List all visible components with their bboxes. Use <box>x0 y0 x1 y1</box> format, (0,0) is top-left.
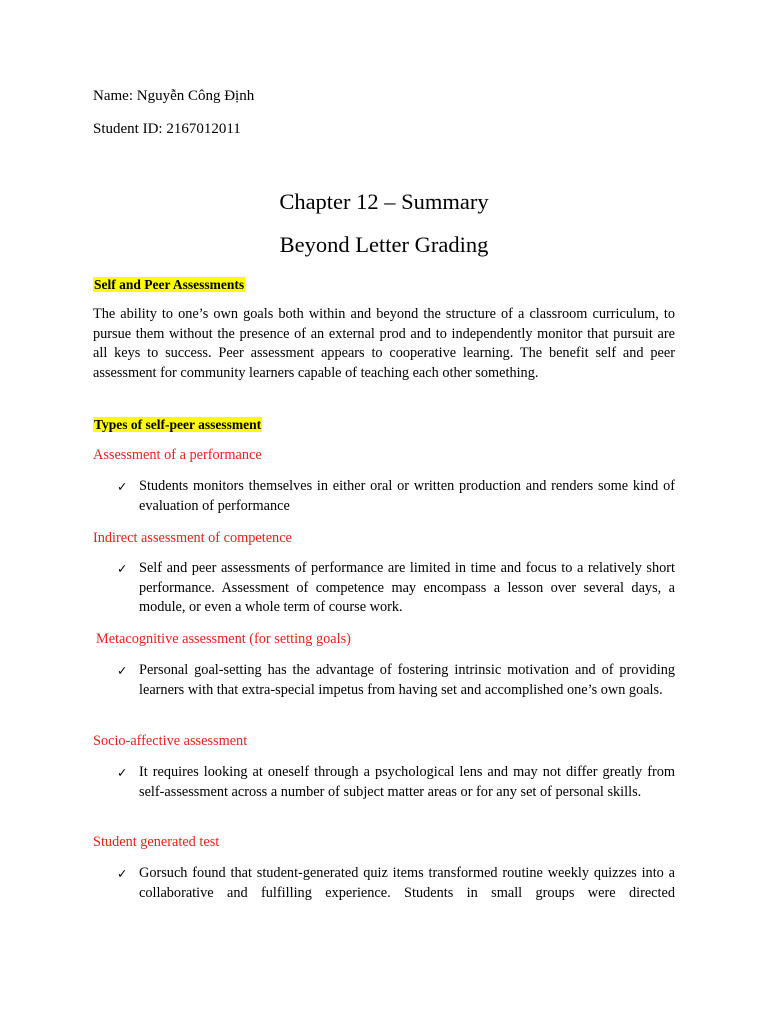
list-item-text: Students monitors themselves in either oral or written production and renders some kind of evaluation of performance <box>139 478 675 514</box>
section-heading-self-peer-text: Self and Peer Assessments <box>94 277 245 292</box>
chapter-title: Chapter 12 – Summary <box>279 189 489 214</box>
student-name: Name: Nguyễn Công Định <box>93 88 255 104</box>
section-heading-types <box>93 416 262 433</box>
check-icon: ✓ <box>117 561 128 576</box>
check-icon: ✓ <box>117 866 128 881</box>
check-icon: ✓ <box>117 479 128 494</box>
check-icon: ✓ <box>117 663 128 678</box>
section-heading-self-peer <box>93 276 245 293</box>
subheading-metacognitive: Metacognitive assessment (for setting goals) <box>96 631 351 647</box>
list-item-text: It requires looking at oneself through a psychological lens and may not differ greatly from self-assessment across a number of subject matter areas or for any set of personal skills. <box>139 764 675 800</box>
chapter-subtitle: Beyond Letter Grading <box>279 232 489 257</box>
list-item-text: Personal goal-setting has the advantage of fostering intrinsic motivation and of providing learners with that extra-special impetus from having set and accomplished one’s own goals. <box>139 662 675 698</box>
list-item-text: Self and peer assessments of performance are limited in time and focus to a relatively short performance. Assessment of competence may encompass a lesson over several days, a module, or even a whole term of course work. <box>139 560 675 615</box>
subheading-performance: Assessment of a performance <box>93 447 262 463</box>
check-icon: ✓ <box>117 765 128 780</box>
list-item-text: Gorsuch found that student-generated quiz items transformed routine weekly quizzes into a collaborative and fulfilling experience. Students in small groups were directed <box>139 865 675 901</box>
subheading-indirect-competence: Indirect assessment of competence <box>93 530 292 546</box>
subheading-student-generated-test: Student generated test <box>93 834 220 850</box>
student-id: Student ID: 2167012011 <box>93 121 241 137</box>
intro-paragraph: The ability to one’s own goals both within and beyond the structure of a classroom curriculum, to pursue them without the presence of an external prod and to independently monitor that pursuit are all keys to success. Peer assessment appears to cooperative learning. The benefit self and peer assessment for community learners capable of teaching each other something. <box>93 306 675 381</box>
subheading-socio-affective: Socio-affective assessment <box>93 733 248 749</box>
section-heading-types-text: Types of self-peer assessment <box>94 417 262 432</box>
